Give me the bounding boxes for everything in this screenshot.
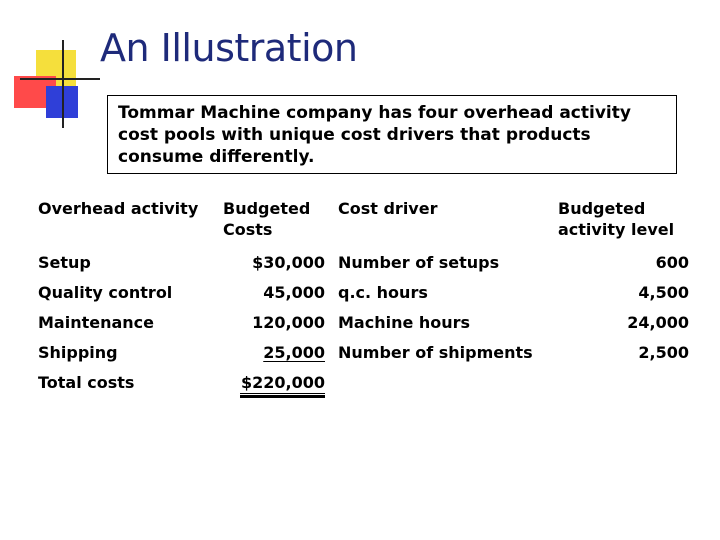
row-shipping-driver: Number of shipments	[338, 343, 533, 362]
row-quality-activity: Quality control	[38, 283, 173, 302]
header-budgeted-costs-line2: Costs	[223, 220, 273, 239]
header-activity-level-line2: activity level	[558, 220, 675, 239]
total-costs-value: $220,000	[240, 373, 325, 392]
row-quality-level: 4,500	[638, 283, 689, 302]
header-cost-driver: Cost driver	[338, 199, 438, 218]
logo-horizontal-line	[20, 78, 100, 80]
row-setup-activity: Setup	[38, 253, 91, 272]
row-maintenance-cost: 120,000	[252, 313, 325, 332]
row-setup-level: 600	[655, 253, 689, 272]
row-maintenance-level: 24,000	[627, 313, 689, 332]
slide-logo	[0, 0, 100, 130]
header-budgeted-costs-line1: Budgeted	[223, 199, 311, 218]
row-setup-cost: $30,000	[252, 253, 325, 272]
slide-title: An Illustration	[100, 26, 358, 70]
total-costs-label: Total costs	[38, 373, 135, 392]
header-activity-level-line1: Budgeted	[558, 199, 646, 218]
total-double-underline	[240, 393, 325, 398]
row-quality-driver: q.c. hours	[338, 283, 428, 302]
logo-vertical-line	[62, 40, 64, 128]
header-overhead-activity: Overhead activity	[38, 199, 199, 218]
row-shipping-cost: 25,000	[263, 343, 325, 362]
row-maintenance-activity: Maintenance	[38, 313, 155, 332]
row-quality-cost: 45,000	[263, 283, 325, 302]
intro-text-box: Tommar Machine company has four overhead activity cost pools with unique cost drivers that products consume differently.	[107, 95, 677, 174]
row-setup-driver: Number of setups	[338, 253, 500, 272]
row-maintenance-driver: Machine hours	[338, 313, 471, 332]
row-shipping-activity: Shipping	[38, 343, 118, 362]
row-shipping-level: 2,500	[638, 343, 689, 362]
